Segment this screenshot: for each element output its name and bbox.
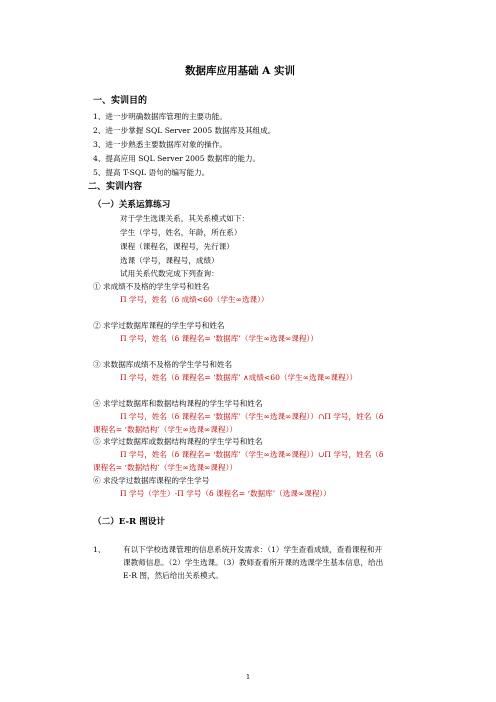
er-paragraph-line: E-R 图，然后给出关系模式。 — [123, 571, 223, 580]
schema-line: 选课（学号，课程号，成绩） — [120, 256, 219, 265]
question-6: ⑥ 求没学过数据库课程的学生学号 — [93, 476, 210, 485]
task-text: 试用关系代数完成下列查询： — [120, 269, 219, 278]
goal-item: 3、进一步熟悉主要数据库对象的操作。 — [93, 140, 227, 149]
answer-4-line-2: 课程名= ‘数据结构’（学生∞选课∞课程）） — [93, 425, 237, 434]
question-1: ① 求成绩不及格的学生学号和姓名 — [93, 282, 210, 291]
answer-2: Π 学号，姓名（δ 课程名= ‘数据库’（学生∞选课∞课程）） — [120, 334, 318, 343]
er-paragraph-line: 有以下学校选课管理的信息系统开发需求：（1）学生查看成绩，查看课程和开 — [123, 545, 383, 554]
er-paragraph-line: 课教师信息。（2）学生选课。（3）教师查看所开课的选课学生基本信息，给出 — [123, 558, 384, 567]
subsection-heading-er: （二）E-R 图设计 — [93, 517, 165, 527]
answer-4-line-1: Π 学号，姓名（δ 课程名= ‘数据库’（学生∞选课∞课程））∩Π 学号，姓名（δ — [120, 412, 384, 421]
goal-item: 2、进一步掌握 SQL Server 2005 数据库及其组成。 — [93, 126, 276, 135]
answer-6: Π 学号（学生）-Π 学号（δ 课程名= ‘数据库’（选课∞课程）） — [120, 489, 331, 498]
schema-line: 学生（学号，姓名，年龄，所在系） — [120, 228, 242, 237]
question-3: ③ 求数据库成绩不及格的学生学号和姓名 — [93, 360, 233, 369]
section-heading-goals: 一、实训目的 — [93, 96, 148, 106]
schema-line: 课程（课程名，课程号，先行课） — [120, 242, 234, 251]
subsection-heading-relational: （一）关系运算练习 — [93, 200, 171, 210]
answer-5-line-1: Π 学号，姓名（δ 课程名= ‘数据库’（学生∞选课∞课程））∪Π 学号，姓名（δ — [120, 450, 384, 459]
goal-item: 4、提高应用 SQL Server 2005 数据库的能力。 — [93, 154, 261, 163]
question-4: ④ 求学过数据库和数据结构课程的学生学号和姓名 — [93, 399, 263, 408]
answer-5-line-2: 课程名= ‘数据结构’（学生∞选课∞课程）） — [93, 463, 237, 472]
section-heading-content: 二、实训内容 — [88, 182, 143, 192]
question-5: ⑤ 求学过数据库或数据结构课程的学生学号和姓名 — [93, 437, 263, 446]
goal-item: 5、提高 T-SQL 语句的编写能力。 — [93, 168, 210, 177]
goal-item: 1、进一步明确数据库管理的主要功能。 — [93, 112, 227, 121]
question-2: ② 求学过数据库课程的学生学号和姓名 — [93, 321, 225, 330]
doc-title: 数据库应用基础 A 实训 — [185, 65, 295, 77]
answer-1: Π 学号，姓名（δ 成绩<60（学生∞选课）） — [120, 295, 269, 304]
page-number: 1 — [246, 673, 251, 681]
intro-text: 对于学生选课关系，其关系模式如下： — [120, 214, 250, 223]
er-item-number: 1、 — [93, 545, 106, 554]
answer-3: Π 学号，姓名（δ 课程名= ‘数据库’ ∧成绩<60（学生∞选课∞课程）） — [120, 373, 358, 382]
